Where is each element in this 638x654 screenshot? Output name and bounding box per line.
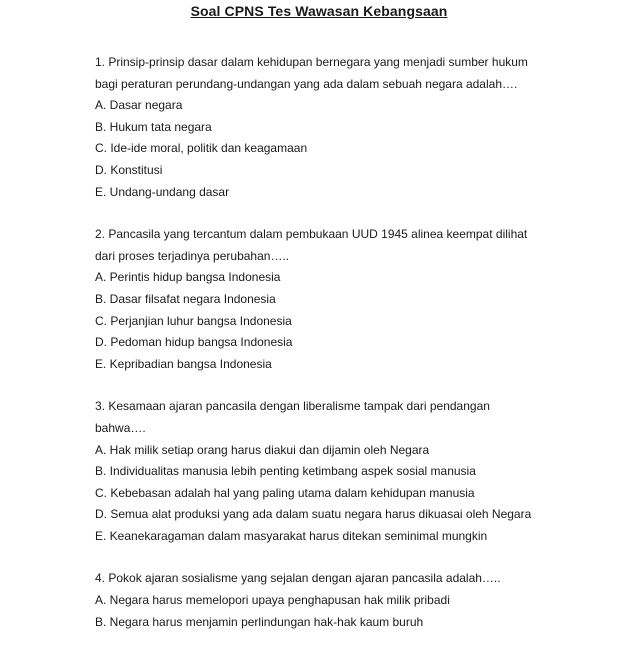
answer-option: D. Konstitusi — [95, 162, 163, 177]
question-stem-line: 4. Pokok ajaran sosialisme yang sejalan dengan ajaran pancasila adalah….. — [95, 571, 501, 586]
answer-option: B. Individualitas manusia lebih penting ketimbang aspek sosial manusia — [95, 464, 476, 479]
question-stem-line: 2. Pancasila yang tercantum dalam pembukaan UUD 1945 alinea keempat dilihat — [95, 227, 528, 242]
question-3 — [95, 396, 565, 547]
question-stem-line: bahwa…. — [95, 420, 146, 435]
answer-option: B. Negara harus menjamin perlindungan hak-hak kaum buruh — [95, 614, 424, 629]
answer-option: A. Hak milik setiap orang harus diakui dan dijamin oleh Negara — [95, 442, 430, 457]
question-2 — [95, 224, 565, 375]
question-4 — [95, 568, 565, 633]
question-1 — [95, 52, 565, 203]
question-list — [95, 52, 565, 654]
answer-option: E. Kepribadian bangsa Indonesia — [95, 356, 272, 371]
document-title: Soal CPNS Tes Wawasan Kebangsaan — [190, 3, 448, 19]
answer-option: E. Keanekaragaman dalam masyarakat harus ditekan seminimal mungkin — [95, 528, 488, 543]
answer-option: C. Kebebasan adalah hal yang paling utama dalam kehidupan manusia — [95, 485, 475, 500]
answer-option: A. Negara harus memelopori upaya penghapusan hak milik pribadi — [95, 593, 450, 608]
answer-option: E. Undang-undang dasar — [95, 184, 230, 199]
question-stem-line: 1. Prinsip-prinsip dasar dalam kehidupan bernegara yang menjadi sumber hukum — [95, 55, 528, 69]
answer-option: B. Hukum tata negara — [95, 119, 212, 134]
answer-option: C. Ide-ide moral, politik dan keagamaan — [95, 141, 308, 156]
answer-option: C. Perjanjian luhur bangsa Indonesia — [95, 313, 292, 328]
answer-option: D. Pedoman hidup bangsa Indonesia — [95, 335, 293, 350]
question-stem-line: dari proses terjadinya perubahan….. — [95, 248, 290, 263]
question-stem-line: bagi peraturan perundang-undangan yang ada dalam sebuah negara adalah…. — [95, 76, 518, 91]
answer-option: A. Dasar negara — [95, 98, 183, 113]
answer-option: D. Semua alat produksi yang ada dalam suatu negara harus dikuasai oleh Negara — [95, 507, 532, 522]
answer-option: A. Perintis hidup bangsa Indonesia — [95, 270, 281, 285]
answer-option: B. Dasar filsafat negara Indonesia — [95, 291, 276, 306]
question-stem-line: 3. Kesamaan ajaran pancasila dengan liberalisme tampak dari pendangan — [95, 399, 490, 414]
